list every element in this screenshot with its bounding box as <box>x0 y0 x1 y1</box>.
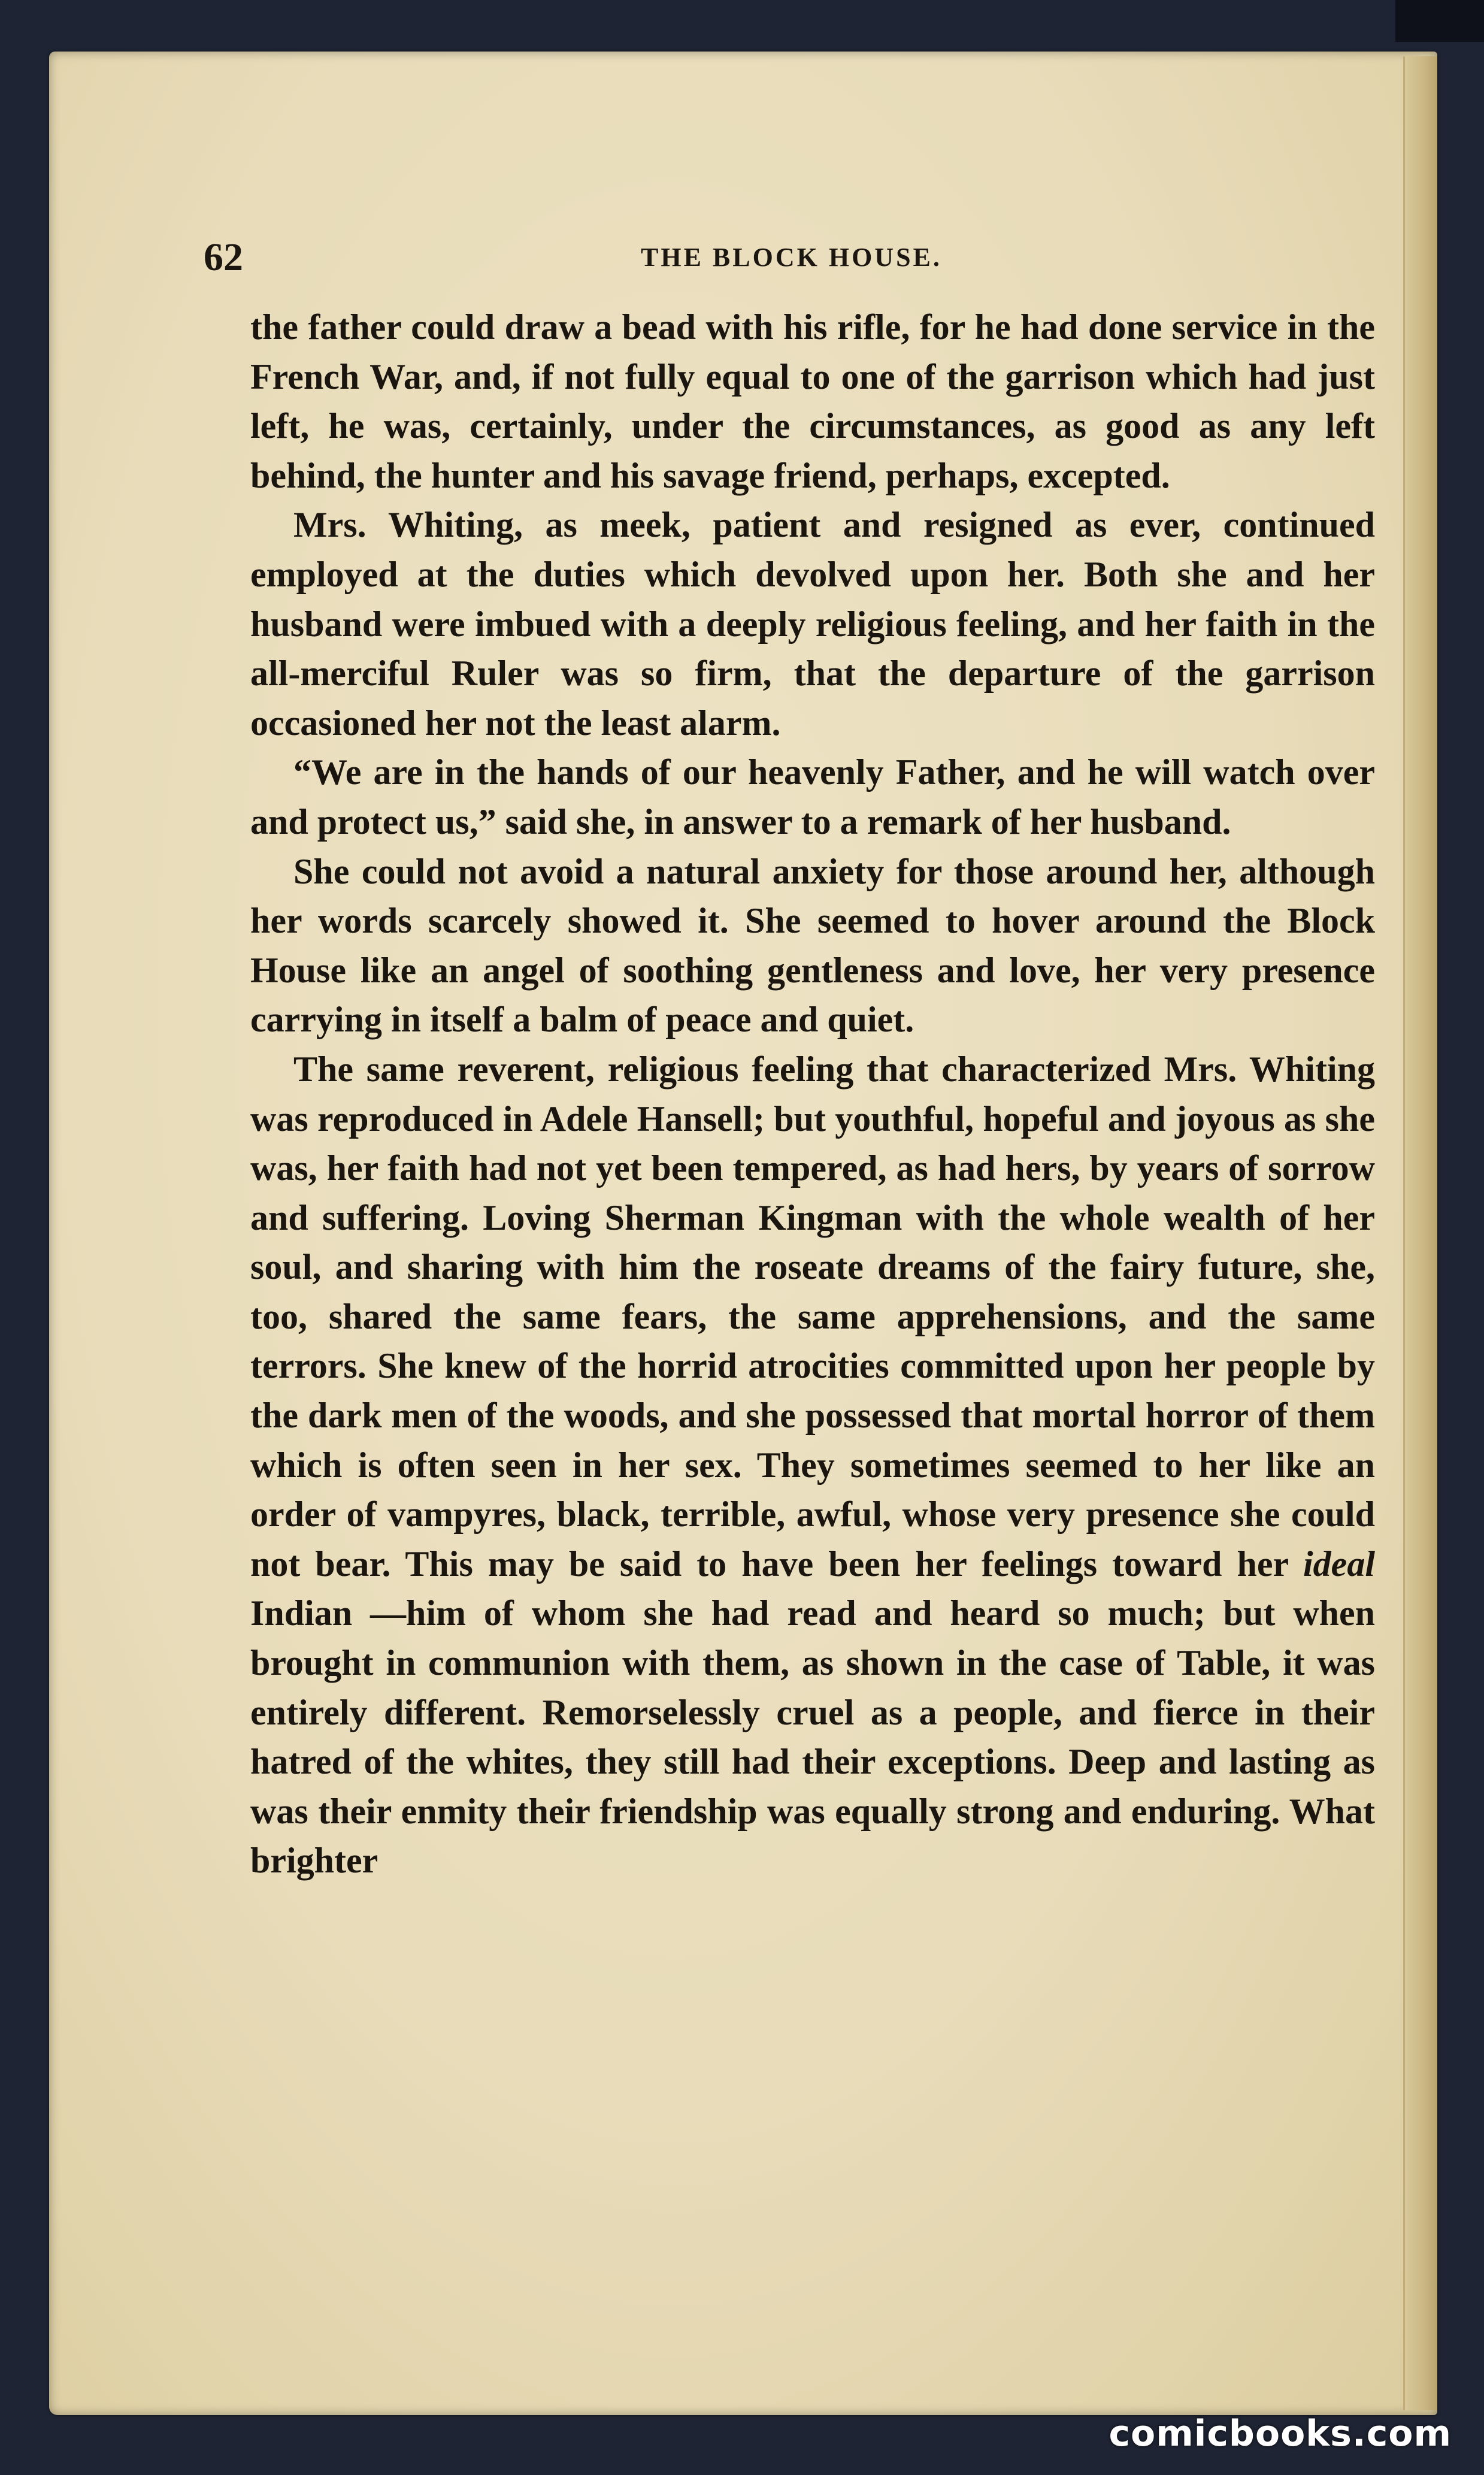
running-title: THE BLOCK HOUSE. <box>641 243 942 272</box>
paragraph-3: “We are in the hands of our heavenly Father, and he will watch over and protect us,” said she, in answer to a remark of her husband. <box>250 752 1375 842</box>
top-shadow-strip <box>1395 0 1484 42</box>
paragraph-4: She could not avoid a natural anxiety for those around her, although her words scarcely showed it. She seemed to hover around the Block House like an angel of soothing gentleness and love, her very presence carrying in itself a balm of peace and quiet. <box>250 851 1375 1040</box>
watermark: comicbooks.com <box>1109 2413 1452 2455</box>
paragraph-5-part-1: The same reverent, religious feeling that characterized Mrs. Whiting was reproduced in Adele Hansell; but youthful, hopeful and joyous as she was, her faith had not yet been tempered, as had hers, by years of sorrow and suffering. Loving Sherman Kingman with the whole wealth of her soul, and sharing with him the roseate dreams of the fairy future, she, too, shared the same fears, the same apprehensions, and the same terrors. She knew of the horrid atrocities committed upon her people by the dark men of the woods, and she possessed that mortal horror of them which is often seen in her sex. They sometimes seemed to her like an order of vampyres, black, terrible, awful, whose very presence she could not bear. This may be said to have been her feelings toward her <box>250 1049 1375 1584</box>
paragraph-2: Mrs. Whiting, as meek, patient and resigned as ever, continued employed at the duties which devolved upon her. Both she and her husband were imbued with a deeply religious feeling, and her faith in the all-merciful Ruler was so firm, that the departure of the garrison occasioned her not the least alarm. <box>250 505 1375 743</box>
paragraph-5 <box>250 1045 1375 1886</box>
page-header <box>204 235 1377 283</box>
page-number: 62 <box>204 235 243 279</box>
page-edge <box>1403 56 1437 2410</box>
paragraph-5-italic: ideal <box>1303 1544 1375 1584</box>
body-text <box>250 302 1375 1886</box>
paragraph-1: the father could draw a bead with his rifle, for he had done service in the French War, and, if not fully equal to one of the garrison which had just left, he was, certainly, under the circumstances, as good as any left behind, the hunter and his savage friend, perhaps, excepted. <box>250 307 1375 495</box>
paragraph-5-part-2: Indian —him of whom she had read and heard so much; but when brought in communion with them, as shown in the case of Table, it was entirely different. Remorselessly cruel as a people, and fierce in their hatred of the whites, they still had their exceptions. Deep and lasting as was their enmity their friendship was equally strong and enduring. What brighter <box>250 1593 1375 1881</box>
